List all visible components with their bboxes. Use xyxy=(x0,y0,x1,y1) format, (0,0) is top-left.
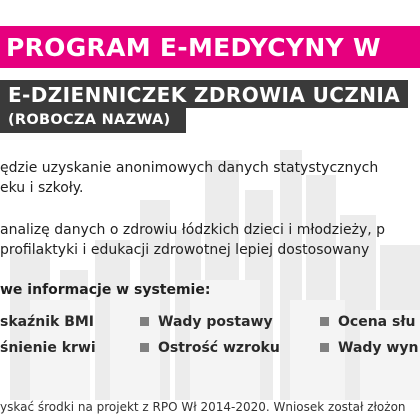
title-banner xyxy=(0,26,420,68)
project-name-note: (ROBOCZA NAZWA) xyxy=(8,112,171,128)
info-item: Ostrość wzroku xyxy=(158,340,280,356)
info-item: skaźnik BMI xyxy=(0,314,95,330)
info-item: śnienie krwi xyxy=(0,340,96,356)
analysis-line: analizę danych o zdrowiu łódzkich dzieci i młodzieży, p xyxy=(0,222,386,238)
analysis-paragraph xyxy=(0,220,385,260)
bullet-square-icon xyxy=(140,317,149,326)
info-heading: we informacje w systemie: xyxy=(0,282,211,298)
bullet-square-icon xyxy=(320,343,329,352)
goal-paragraph xyxy=(0,158,378,198)
goal-line: eku i szkoły. xyxy=(0,180,84,196)
info-item: Wady postawy xyxy=(158,314,273,330)
bullet-square-icon xyxy=(140,343,149,352)
project-name: E-DZIENNICZEK ZDROWIA UCZNIA xyxy=(8,83,401,107)
subtitle-bar xyxy=(0,80,408,108)
analysis-line: profilaktyki i edukacji zdrowotnej lepiej dostosowany xyxy=(0,242,370,258)
goal-line: ędzie uzyskanie anonimowych danych statystycznych xyxy=(0,160,379,176)
info-item: Wady wyn xyxy=(338,340,419,356)
info-item: Ocena słu xyxy=(338,314,416,330)
bullet-square-icon xyxy=(320,317,329,326)
funding-footer: yskać środki na projekt z RPO Wł 2014-2020. Wniosek został złożon xyxy=(0,400,406,414)
program-title: PROGRAM E-MEDYCYNY W xyxy=(6,33,381,62)
subtitle-note-bar xyxy=(0,108,186,133)
